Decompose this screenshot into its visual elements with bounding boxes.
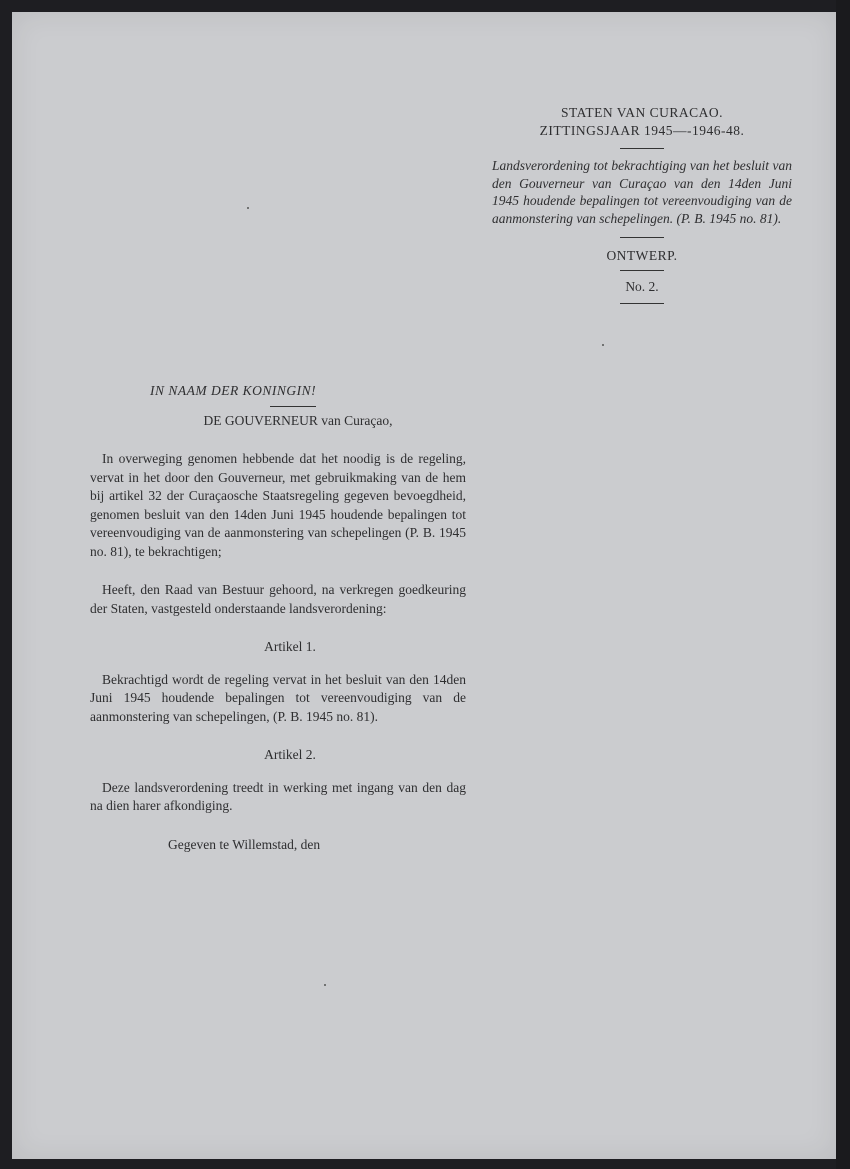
paper-speck	[324, 984, 326, 986]
draft-label: ONTWERP.	[606, 248, 678, 264]
governor-line: DE GOUVERNEUR van Curaçao,	[203, 412, 393, 428]
article-1-title: Artikel 1.	[264, 639, 316, 654]
document-header	[492, 104, 792, 310]
enactment-paragraph: Heeft, den Raad van Bestuur gehoord, na verkregen goedkeuring der Staten, vastgesteld onderstaande landsverordening:	[90, 582, 466, 616]
article-2-text: Deze landsverordening treedt in werking met ingang van den dag na dien harer afkondiging.	[90, 779, 466, 813]
scan-border	[836, 0, 850, 1169]
session-year: ZITTINGSJAAR 1945—-1946-48.	[539, 123, 745, 138]
article-2-title: Artikel 2.	[264, 747, 316, 762]
article-1-text: Bekrachtigd wordt de regeling vervat in het besluit van den 14den Juni 1945 houdende bepalingen tot vereenvoudiging van de aanmonstering van schepelingen, (P. B. 1945 no. 81).	[90, 671, 466, 724]
document-number: No. 2.	[625, 279, 659, 295]
document-body	[90, 382, 466, 854]
closing-line: Gegeven te Willemstad, den	[168, 836, 321, 852]
document-page	[12, 12, 836, 1159]
divider	[270, 406, 316, 407]
divider	[620, 303, 664, 304]
organization-title: STATEN VAN CURACAO.	[560, 105, 724, 120]
divider	[620, 270, 664, 271]
invocation: IN NAAM DER KONINGIN!	[150, 383, 317, 398]
divider	[620, 148, 664, 149]
paper-speck	[602, 344, 604, 346]
preamble-paragraph: In overweging genomen hebbende dat het noodig is de regeling, vervat in het door den Gouverneur, met gebruikmaking van de hem bij artikel 32 der Curaçaosche Staatsregeling gegeven bevoegdheid, genomen besluit van den 14den Juni 1945 houdende bepalingen tot vereenvoudiging van de aanmonstering van schepelingen (P. B. 1945 no. 81), te bekrachtigen;	[90, 451, 466, 559]
divider	[620, 237, 664, 238]
subject-description: Landsverordening tot bekrachtiging van het besluit van den Gouverneur van Curaçao van den 14den Juni 1945 houdende bepalingen tot vereenvoudiging van de aanmonstering van schepelingen. (P. B. 1945 no. 81).	[492, 158, 792, 226]
paper-speck	[247, 207, 249, 209]
